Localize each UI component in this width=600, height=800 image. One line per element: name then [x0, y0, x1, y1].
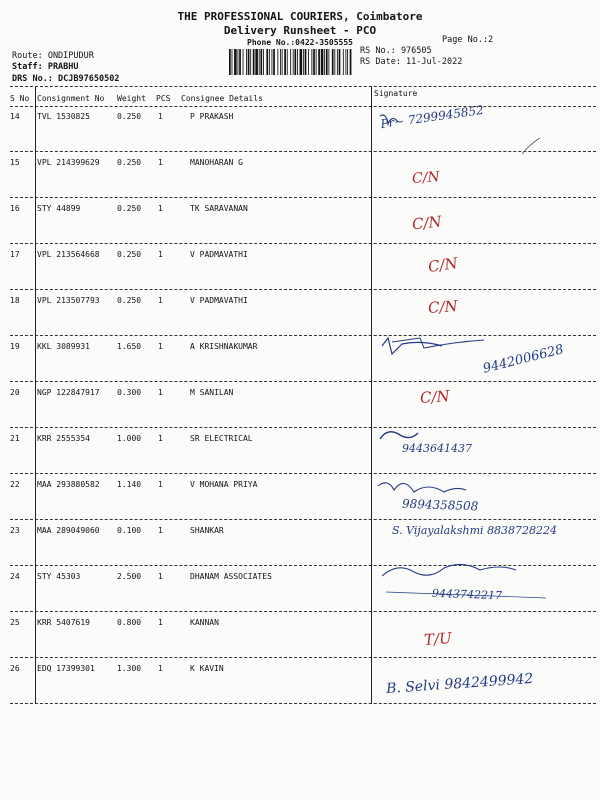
row-sno: 20: [10, 388, 20, 397]
handwritten-signature: C/N: [411, 169, 441, 187]
row-pcs: 1: [158, 250, 163, 259]
row-sno: 21: [10, 434, 20, 443]
handwritten-signature: T/U: [423, 629, 453, 649]
row-consignee: A KRISHNAKUMAR: [190, 342, 258, 351]
row-consignee: K KAVIN: [190, 664, 224, 673]
row-weight: 1.140: [117, 480, 142, 489]
handwritten-signature: C/N: [411, 212, 443, 234]
row-sno: 23: [10, 526, 20, 535]
row-consignment-no: STY 44899: [37, 204, 81, 213]
row-consignee: P PRAKASH: [190, 112, 234, 121]
row-sno: 15: [10, 158, 20, 167]
row-consignment-no: MAA 293880582: [37, 480, 100, 489]
handwritten-signature: 9442006628: [481, 342, 566, 377]
signature-strokes: [372, 106, 596, 706]
row-sno: 17: [10, 250, 20, 259]
row-consignment-no: KRR 5407619: [37, 618, 90, 627]
row-consignment-no: KRR 2555354: [37, 434, 90, 443]
row-weight: 0.250: [117, 158, 142, 167]
row-weight: 1.650: [117, 342, 142, 351]
row-pcs: 1: [158, 526, 163, 535]
handwritten-signature: 9443641437: [402, 442, 472, 455]
row-weight: 0.800: [117, 618, 142, 627]
row-consignment-no: VPL 213507793: [37, 296, 100, 305]
staff-label: Staff: PRABHU: [12, 62, 79, 72]
rs-number: RS No.: 976505: [360, 46, 432, 56]
handwritten-signature: C/N: [427, 296, 459, 318]
row-pcs: 1: [158, 388, 163, 397]
col-consignee: Consignee Details: [181, 94, 263, 103]
row-sno: 18: [10, 296, 20, 305]
row-pcs: 1: [158, 572, 163, 581]
row-pcs: 1: [158, 480, 163, 489]
row-consignee: V MOHANA PRIYA: [190, 480, 258, 489]
route-label: Route: ONDIPUDUR: [12, 51, 94, 61]
row-pcs: 1: [158, 296, 163, 305]
row-consignee: V PADMAVATHI: [190, 250, 248, 259]
row-sno: 24: [10, 572, 20, 581]
barcode-image: [228, 49, 353, 75]
handwritten-signature: 9443742217: [431, 586, 503, 603]
handwritten-signature: B. Selvi 9842499942: [385, 670, 534, 698]
row-consignee: SR ELECTRICAL: [190, 434, 253, 443]
handwritten-signature: C/N: [419, 386, 451, 408]
row-weight: 0.100: [117, 526, 142, 535]
row-sno: 26: [10, 664, 20, 673]
row-consignment-no: VPL 214399629: [37, 158, 100, 167]
row-pcs: 1: [158, 664, 163, 673]
phone-number: Phone No.:0422-3505555: [247, 38, 353, 47]
table-top-rule: [10, 86, 596, 87]
row-consignment-no: STY 45303: [37, 572, 81, 581]
row-consignee: DHANAM ASSOCIATES: [190, 572, 272, 581]
row-pcs: 1: [158, 618, 163, 627]
drs-number: DRS No.: DCJB97650502: [12, 74, 120, 84]
runsheet-title: Delivery Runsheet - PCO: [223, 24, 377, 37]
row-pcs: 1: [158, 434, 163, 443]
row-consignee: V PADMAVATHI: [190, 296, 248, 305]
handwritten-signature: 9894358508: [401, 496, 479, 514]
row-weight: 0.300: [117, 388, 142, 397]
row-consignee: M SANILAN: [190, 388, 234, 397]
company-title: THE PROFESSIONAL COURIERS, Coimbatore: [177, 10, 423, 23]
row-consignment-no: MAA 289049060: [37, 526, 100, 535]
row-consignment-no: NGP 122847917: [37, 388, 100, 397]
handwritten-signature: C/N: [426, 254, 459, 276]
row-weight: 0.250: [117, 204, 142, 213]
row-weight: 1.300: [117, 664, 142, 673]
col-pcs: PCS: [156, 94, 171, 103]
col-signature: Signature: [374, 89, 418, 98]
row-pcs: 1: [158, 342, 163, 351]
row-sno: 25: [10, 618, 20, 627]
row-weight: 0.250: [117, 296, 142, 305]
row-sno: 22: [10, 480, 20, 489]
row-consignment-no: TVL 1530825: [37, 112, 90, 121]
rs-date: RS Date: 11-Jul-2022: [360, 57, 463, 67]
row-consignee: MANOHARAN G: [190, 158, 243, 167]
row-pcs: 1: [158, 158, 163, 167]
handwritten-signature: S. Vijayalakshmi 8838728224: [392, 524, 558, 537]
handwritten-signature: Pr~ 7299945852: [379, 102, 485, 132]
row-consignee: TK SARAVANAN: [190, 204, 248, 213]
row-pcs: 1: [158, 112, 163, 121]
row-weight: 0.250: [117, 250, 142, 259]
row-weight: 1.000: [117, 434, 142, 443]
row-sno: 19: [10, 342, 20, 351]
col-weight: Weight: [117, 94, 146, 103]
row-weight: 0.250: [117, 112, 142, 121]
row-pcs: 1: [158, 204, 163, 213]
row-sno: 14: [10, 112, 20, 121]
row-consignment-no: EDQ 17399301: [37, 664, 95, 673]
row-weight: 2.500: [117, 572, 142, 581]
row-consignment-no: KKL 3089931: [37, 342, 90, 351]
row-sno: 16: [10, 204, 20, 213]
col-consignment: Consignment No: [37, 94, 105, 103]
row-consignee: SHANKAR: [190, 526, 224, 535]
row-consignee: KANNAN: [190, 618, 219, 627]
page-number: Page No.:2: [442, 35, 494, 45]
row-consignment-no: VPL 213564668: [37, 250, 100, 259]
col-sno: S No: [10, 94, 30, 103]
